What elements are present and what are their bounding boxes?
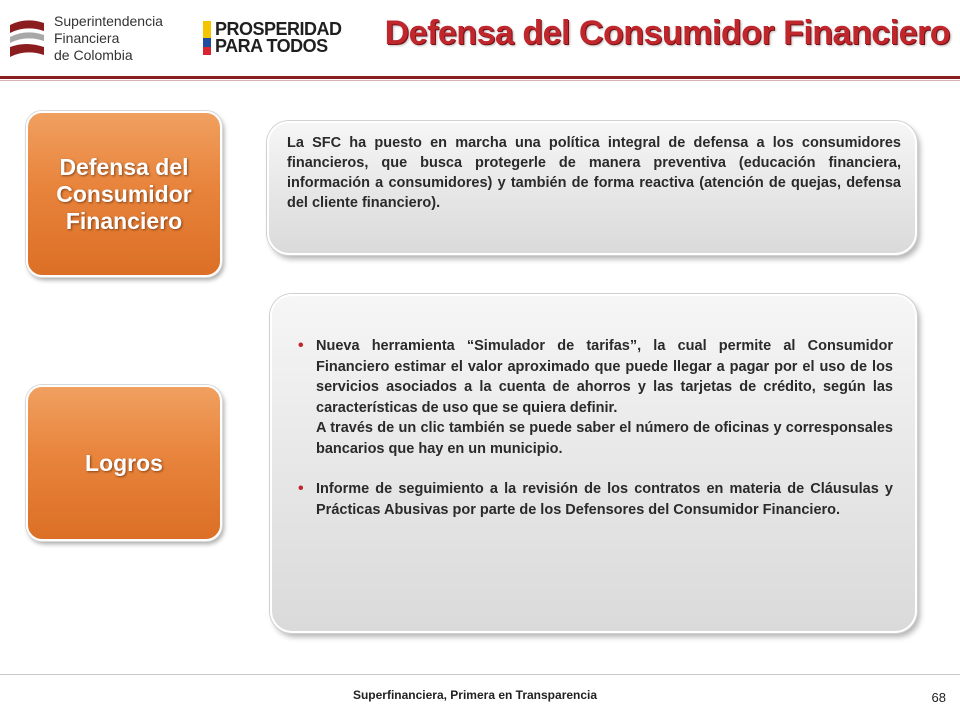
policy-description-text: La SFC ha puesto en marcha una política integral de defensa a los consumidores financieros, que busca protegerle de manera preventiva (educación financiera, información a consumidores) y también de forma reactiva (atención de quejas, defensa del cliente financiero).: [287, 135, 901, 211]
prosperidad-logo: [203, 18, 342, 58]
prosperidad-logo-text: [215, 21, 342, 55]
sfc-logo: [6, 10, 184, 66]
sfc-emblem-icon: [6, 15, 48, 61]
achievement-extra-text: A través de un clic también se puede saber el número de oficinas y corresponsales bancarios que hay en un municipio.: [316, 420, 893, 457]
footer-slogan: Superfinanciera, Primera en Transparencia: [352, 688, 598, 702]
logros-label: Logros: [85, 449, 163, 476]
bullet-dot-icon: •: [298, 480, 304, 497]
defensa-label-box: [26, 111, 222, 277]
achievements-panel: [270, 294, 917, 633]
header-divider: [0, 76, 960, 79]
sfc-logo-line: Superintendencia: [54, 12, 163, 29]
policy-description-panel: [267, 121, 917, 255]
achievement-text: Nueva herramienta “Simulador de tarifas”, la cual permite al Consumidor Financiero estimar el valor aproximado que puede llegar a pagar por el uso de los servicios asociados a la cuenta de ahorros y las tarjetas de crédito, según las características de uso que se quiera definir.: [316, 338, 893, 416]
page-number: 68: [931, 690, 946, 705]
footer-divider: [0, 674, 960, 675]
sfc-logo-text: [54, 13, 163, 64]
prosperidad-logo-line: PROSPERIDAD: [215, 19, 342, 39]
colombia-flag-icon: [203, 21, 211, 55]
sfc-logo-line: Financiera: [54, 29, 120, 46]
defensa-label: Defensa del Consumidor Financiero: [56, 153, 192, 234]
achievement-text: Informe de seguimiento a la revisión de los contratos en materia de Cláusulas y Prácticas Abusivas por parte de los Defensores del Consumidor Financiero.: [316, 481, 893, 518]
page-title: Defensa del Consumidor Financiero: [384, 14, 950, 52]
logros-label-box: [26, 385, 222, 541]
sfc-logo-line: de Colombia: [54, 46, 133, 63]
achievement-item: [298, 336, 893, 459]
bullet-dot-icon: •: [298, 337, 304, 354]
achievement-item: [298, 479, 893, 520]
prosperidad-logo-line: PARA TODOS: [215, 36, 328, 56]
header-divider-shadow: [0, 80, 960, 81]
